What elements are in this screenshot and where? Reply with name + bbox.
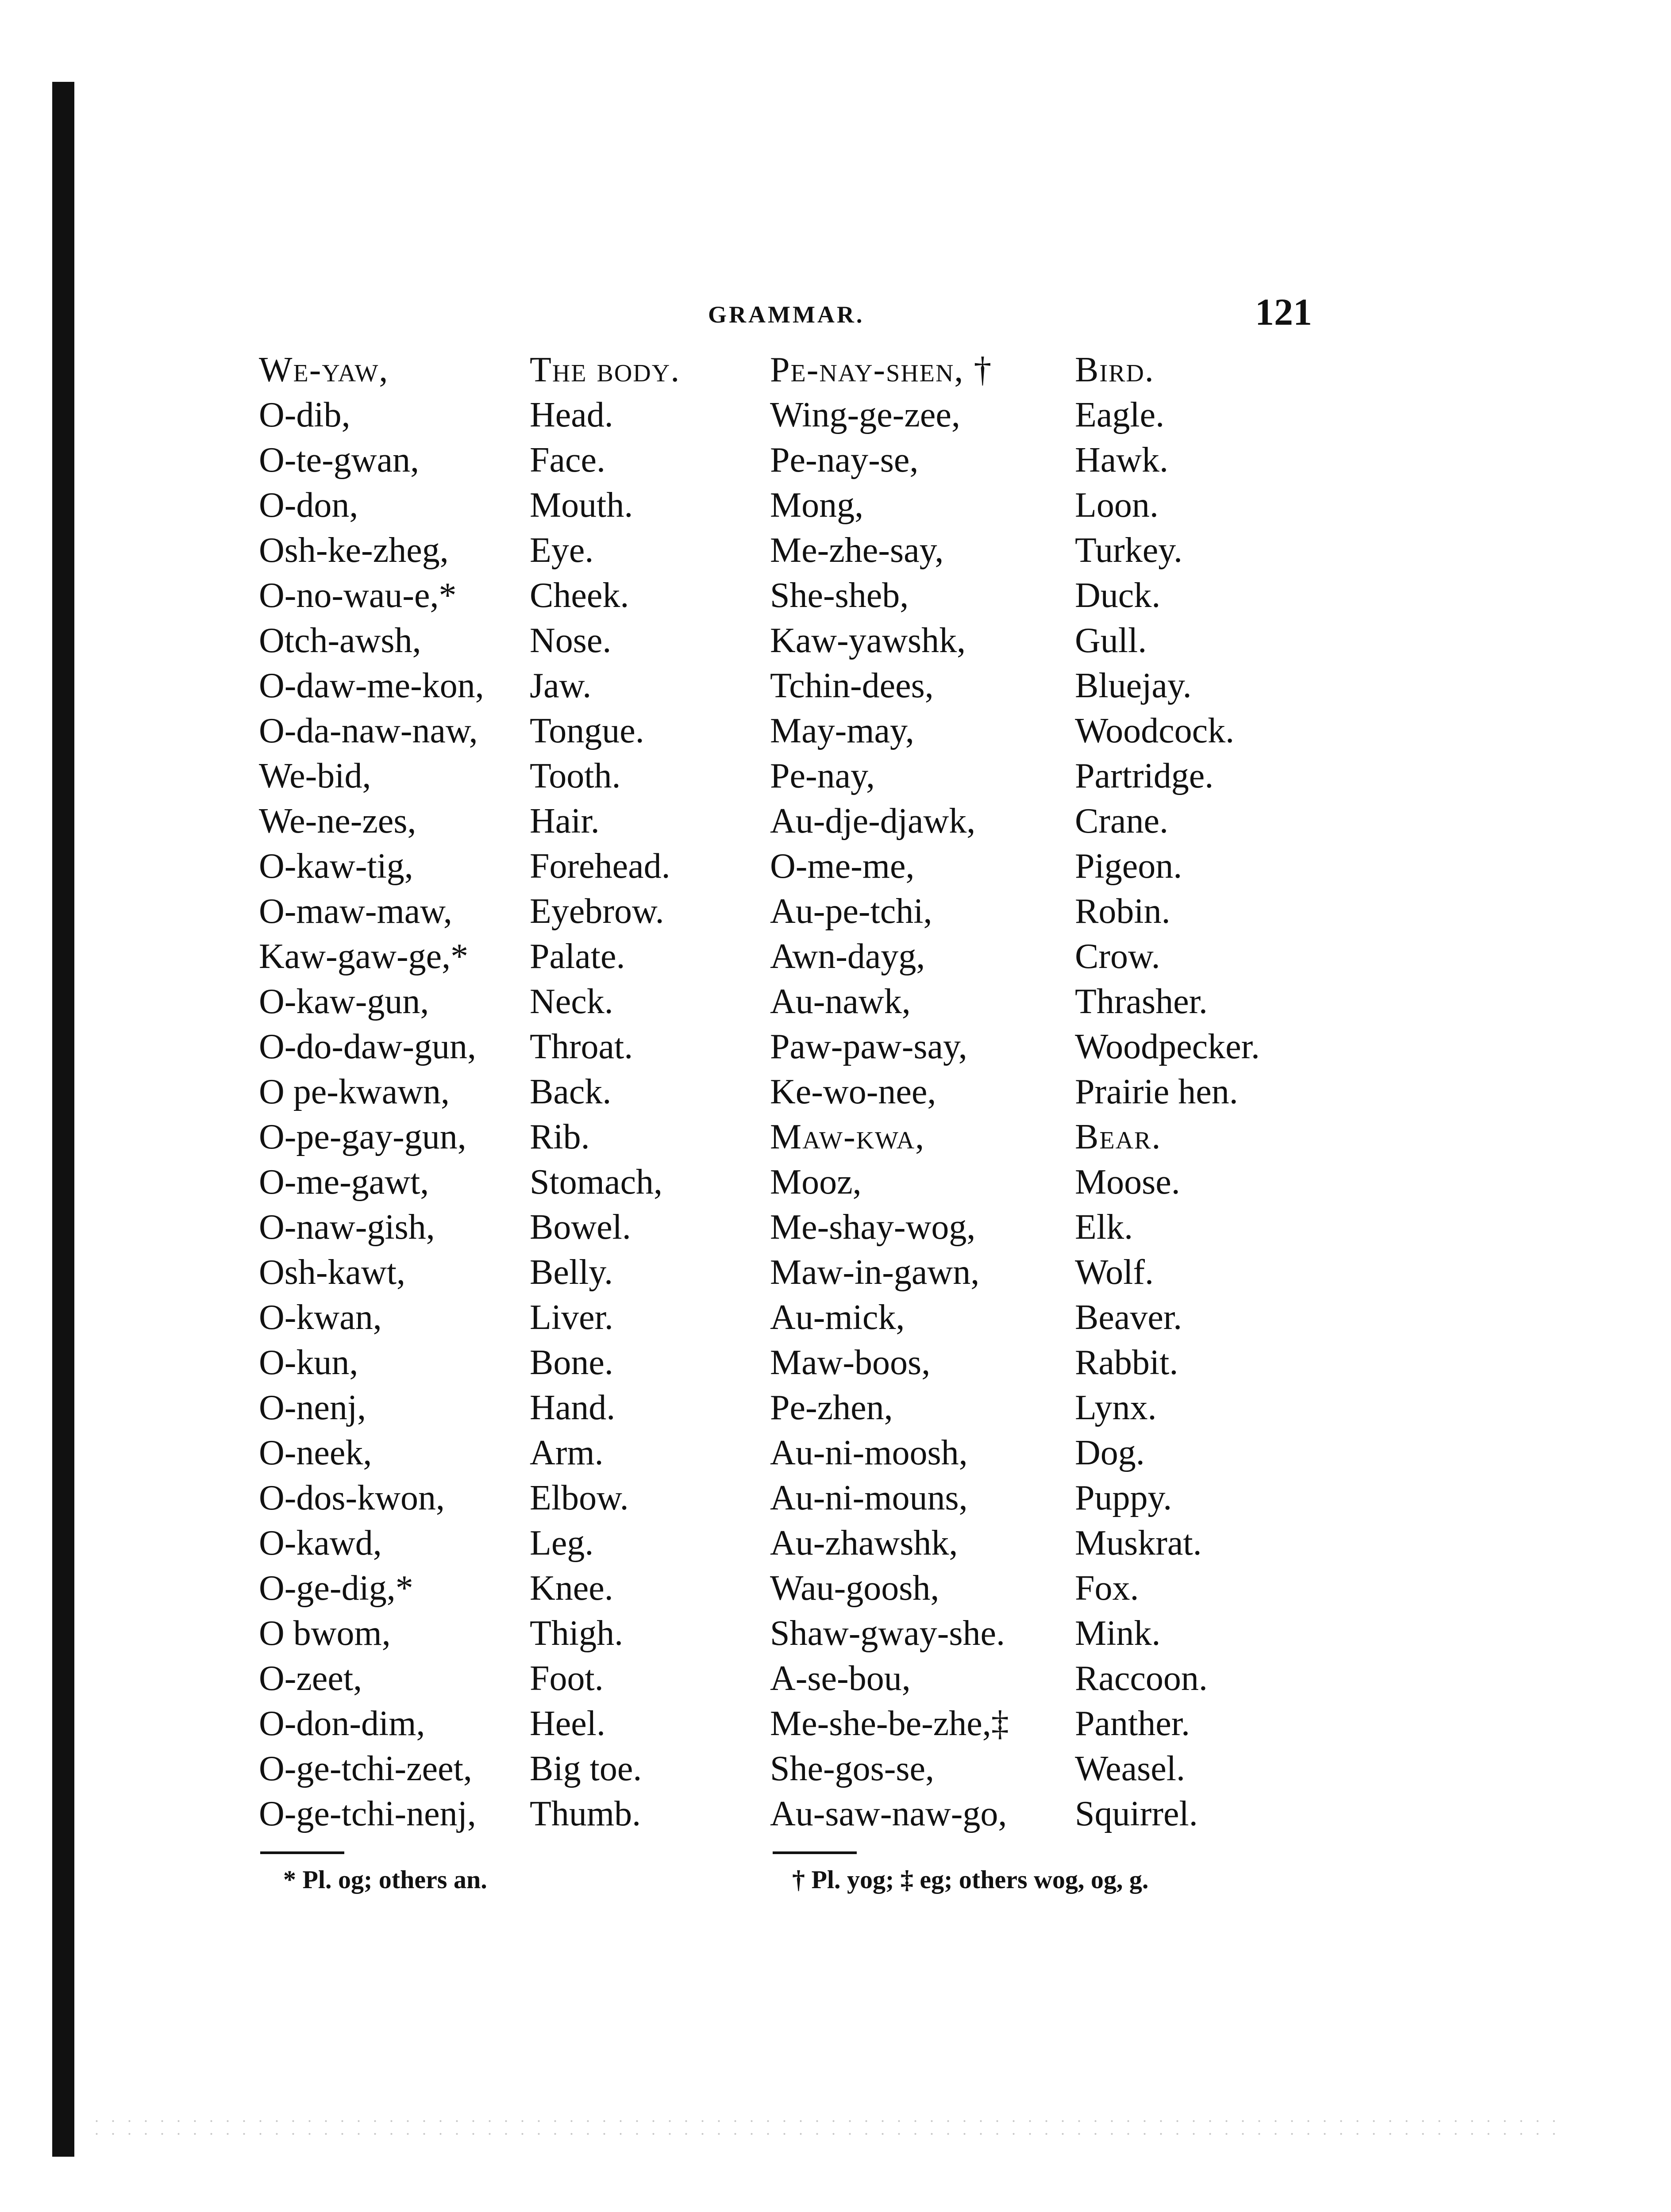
footnote-rules (0, 1851, 1671, 1860)
table-row (259, 1430, 1339, 1475)
ojibwe-animal-term: Maw-boos, (770, 1343, 931, 1382)
english-body-term: Back. (530, 1072, 612, 1111)
ojibwe-body-term: O-da-naw-naw, (259, 711, 478, 750)
vocabulary-table-body (259, 347, 1339, 1836)
ojibwe-animal-term: Pe-nay-shen, † (770, 350, 993, 389)
english-body-term: Thumb. (530, 1794, 641, 1833)
page-number: 121 (1255, 291, 1312, 333)
english-animal-term: Panther. (1075, 1704, 1190, 1743)
ojibwe-animal-term: Pe-nay-se, (770, 441, 919, 480)
ojibwe-animal-term: Wau-goosh, (770, 1569, 939, 1608)
english-body-term: Rib. (530, 1118, 590, 1156)
table-row (259, 1656, 1339, 1701)
ojibwe-body-term: Kaw-gaw-ge,* (259, 937, 469, 976)
page-header (0, 290, 1671, 334)
english-body-term: Stomach, (530, 1163, 662, 1202)
table-row (259, 1611, 1339, 1656)
table-row (259, 1385, 1339, 1430)
english-body-term: Head. (530, 396, 613, 434)
bottom-edge-specks (89, 2115, 1562, 2141)
ojibwe-body-term: O-pe-gay-gun, (259, 1118, 466, 1156)
table-row (259, 1746, 1339, 1791)
english-animal-term: Bird. (1075, 350, 1155, 389)
ojibwe-body-term: O-don-dim, (259, 1704, 425, 1743)
english-body-term: Elbow. (530, 1479, 629, 1517)
ojibwe-animal-term: Wing-ge-zee, (770, 396, 960, 434)
footnote-right: † Pl. yog; ‡ eg; others wog, og, g. (792, 1865, 1149, 1894)
ojibwe-animal-term: Au-saw-naw-go, (770, 1794, 1007, 1833)
ojibwe-animal-term: Pe-nay, (770, 757, 875, 795)
table-row (259, 392, 1339, 438)
english-animal-term: Prairie hen. (1075, 1072, 1238, 1111)
english-animal-term: Muskrat. (1075, 1524, 1202, 1563)
english-animal-term: Woodpecker. (1075, 1027, 1260, 1066)
english-body-term: Tooth. (530, 757, 621, 795)
ojibwe-body-term: O-ge-tchi-nenj, (259, 1794, 476, 1833)
english-animal-term: Squirrel. (1075, 1794, 1198, 1833)
ojibwe-body-term: O-kawd, (259, 1524, 382, 1563)
ojibwe-animal-term: Au-ni-moosh, (770, 1433, 968, 1472)
english-body-term: Neck. (530, 982, 613, 1021)
ojibwe-body-term: O-te-gwan, (259, 441, 420, 480)
english-animal-term: Hawk. (1075, 441, 1169, 480)
table-row (259, 1475, 1339, 1521)
table-row (259, 1701, 1339, 1746)
ojibwe-body-term: O-dib, (259, 396, 350, 434)
english-animal-term: Duck. (1075, 576, 1161, 615)
english-animal-term: Beaver. (1075, 1298, 1182, 1337)
table-row (259, 1521, 1339, 1566)
table-row (259, 1791, 1339, 1836)
ojibwe-animal-term: Au-ni-mouns, (770, 1479, 968, 1517)
ojibwe-body-term: O-dos-kwon, (259, 1479, 445, 1517)
english-animal-term: Dog. (1075, 1433, 1145, 1472)
english-body-term: Cheek. (530, 576, 629, 615)
ojibwe-animal-term: Mooz, (770, 1163, 862, 1202)
english-animal-term: Woodcock. (1075, 711, 1235, 750)
english-body-term: Big toe. (530, 1749, 642, 1788)
english-animal-term: Partridge. (1075, 757, 1214, 795)
table-row (259, 753, 1339, 799)
table-row (259, 1295, 1339, 1340)
table-row (259, 1160, 1339, 1205)
ojibwe-body-term: O-maw-maw, (259, 892, 452, 931)
table-row (259, 889, 1339, 934)
english-animal-term: Raccoon. (1075, 1659, 1208, 1698)
binding-shadow (52, 82, 74, 2157)
english-animal-term: Gull. (1075, 621, 1147, 660)
ojibwe-animal-term: Me-zhe-say, (770, 531, 944, 570)
english-animal-term: Mink. (1075, 1614, 1161, 1653)
english-animal-term: Eagle. (1075, 396, 1165, 434)
ojibwe-body-term: O-do-daw-gun, (259, 1027, 476, 1066)
english-body-term: Eye. (530, 531, 594, 570)
english-body-term: Tongue. (530, 711, 644, 750)
ojibwe-body-term: Otch-awsh, (259, 621, 421, 660)
english-body-term: Throat. (530, 1027, 633, 1066)
english-body-term: Belly. (530, 1253, 613, 1292)
english-body-term: The body. (530, 350, 681, 389)
ojibwe-body-term: O-neek, (259, 1433, 372, 1472)
english-body-term: Hand. (530, 1388, 616, 1427)
english-animal-term: Moose. (1075, 1163, 1180, 1202)
english-body-term: Thigh. (530, 1614, 624, 1653)
ojibwe-body-term: O-daw-me-kon, (259, 666, 484, 705)
table-row (259, 483, 1339, 528)
table-row (259, 573, 1339, 618)
ojibwe-animal-term: Paw-paw-say, (770, 1027, 967, 1066)
english-animal-term: Pigeon. (1075, 847, 1182, 886)
ojibwe-animal-term: She-gos-se, (770, 1749, 935, 1788)
table-row (259, 618, 1339, 663)
english-body-term: Knee. (530, 1569, 613, 1608)
english-animal-term: Wolf. (1075, 1253, 1154, 1292)
ojibwe-animal-term: Me-she-be-zhe,‡ (770, 1704, 1009, 1743)
table-row (259, 1069, 1339, 1114)
ojibwe-body-term: O bwom, (259, 1614, 391, 1653)
running-head: GRAMMAR. (708, 301, 865, 328)
english-body-term: Liver. (530, 1298, 613, 1337)
table-row (259, 979, 1339, 1024)
ojibwe-body-term: O-kun, (259, 1343, 358, 1382)
table-row (259, 1566, 1339, 1611)
english-body-term: Foot. (530, 1659, 604, 1698)
english-animal-term: Bluejay. (1075, 666, 1192, 705)
english-animal-term: Fox. (1075, 1569, 1139, 1608)
footnote-rule-right (773, 1851, 857, 1854)
ojibwe-animal-term: Maw-kwa, (770, 1118, 925, 1156)
english-animal-term: Loon. (1075, 486, 1159, 525)
english-body-term: Forehead. (530, 847, 670, 886)
ojibwe-animal-term: Kaw-yawshk, (770, 621, 966, 660)
english-animal-term: Lynx. (1075, 1388, 1157, 1427)
table-row (259, 438, 1339, 483)
ojibwe-body-term: Osh-ke-zheg, (259, 531, 449, 570)
english-body-term: Face. (530, 441, 606, 480)
english-animal-term: Robin. (1075, 892, 1170, 931)
table-row (259, 934, 1339, 979)
footnotes (0, 1865, 1671, 1905)
ojibwe-body-term: O-nenj, (259, 1388, 366, 1427)
english-animal-term: Thrasher. (1075, 982, 1208, 1021)
english-body-term: Leg. (530, 1524, 594, 1563)
english-body-term: Arm. (530, 1433, 604, 1472)
ojibwe-animal-term: Au-nawk, (770, 982, 911, 1021)
ojibwe-animal-term: Ke-wo-nee, (770, 1072, 936, 1111)
english-body-term: Nose. (530, 621, 612, 660)
ojibwe-body-term: O-ge-tchi-zeet, (259, 1749, 472, 1788)
ojibwe-body-term: We-ne-zes, (259, 802, 416, 841)
ojibwe-animal-term: Awn-dayg, (770, 937, 925, 976)
ojibwe-animal-term: O-me-me, (770, 847, 915, 886)
ojibwe-animal-term: Shaw-gway-she. (770, 1614, 1005, 1653)
ojibwe-body-term: O-no-wau-e,* (259, 576, 457, 615)
english-animal-term: Crane. (1075, 802, 1169, 841)
table-row (259, 663, 1339, 708)
table-row (259, 708, 1339, 753)
table-row (259, 1114, 1339, 1160)
ojibwe-body-term: O-naw-gish, (259, 1208, 435, 1247)
ojibwe-body-term: O-zeet, (259, 1659, 362, 1698)
table-row (259, 844, 1339, 889)
ojibwe-animal-term: Au-dje-djawk, (770, 802, 976, 841)
ojibwe-body-term: O-kaw-tig, (259, 847, 413, 886)
footnote-left: * Pl. og; others an. (283, 1865, 487, 1894)
table-row (259, 1205, 1339, 1250)
ojibwe-body-term: Osh-kawt, (259, 1253, 406, 1292)
ojibwe-animal-term: Maw-in-gawn, (770, 1253, 980, 1292)
english-body-term: Bowel. (530, 1208, 631, 1247)
ojibwe-animal-term: Mong, (770, 486, 864, 525)
english-animal-term: Crow. (1075, 937, 1160, 976)
table-row (259, 1024, 1339, 1069)
ojibwe-body-term: O-kwan, (259, 1298, 382, 1337)
english-animal-term: Elk. (1075, 1208, 1133, 1247)
table-row (259, 347, 1339, 392)
ojibwe-body-term: O pe-kwawn, (259, 1072, 450, 1111)
table-row (259, 799, 1339, 844)
english-animal-term: Rabbit. (1075, 1343, 1178, 1382)
english-body-term: Palate. (530, 937, 625, 976)
ojibwe-animal-term: A-se-bou, (770, 1659, 911, 1698)
ojibwe-body-term: We-yaw, (259, 350, 389, 389)
ojibwe-animal-term: May-may, (770, 711, 914, 750)
ojibwe-animal-term: Au-pe-tchi, (770, 892, 932, 931)
ojibwe-body-term: We-bid, (259, 757, 371, 795)
english-body-term: Bone. (530, 1343, 613, 1382)
english-body-term: Eyebrow. (530, 892, 664, 931)
ojibwe-animal-term: Tchin-dees, (770, 666, 934, 705)
english-body-term: Heel. (530, 1704, 606, 1743)
ojibwe-animal-term: Pe-zhen, (770, 1388, 893, 1427)
vocabulary-table (259, 347, 1339, 1836)
ojibwe-animal-term: Au-mick, (770, 1298, 905, 1337)
english-body-term: Mouth. (530, 486, 633, 525)
ojibwe-animal-term: She-sheb, (770, 576, 909, 615)
ojibwe-body-term: O-don, (259, 486, 358, 525)
ojibwe-body-term: O-me-gawt, (259, 1163, 429, 1202)
ojibwe-animal-term: Me-shay-wog, (770, 1208, 976, 1247)
ojibwe-body-term: O-kaw-gun, (259, 982, 429, 1021)
table-row (259, 528, 1339, 573)
english-animal-term: Turkey. (1075, 531, 1183, 570)
footnote-rule-left (260, 1851, 344, 1854)
english-animal-term: Puppy. (1075, 1479, 1172, 1517)
english-animal-term: Bear. (1075, 1118, 1162, 1156)
ojibwe-animal-term: Au-zhawshk, (770, 1524, 958, 1563)
table-row (259, 1340, 1339, 1385)
ojibwe-body-term: O-ge-dig,* (259, 1569, 413, 1608)
english-animal-term: Weasel. (1075, 1749, 1185, 1788)
english-body-term: Hair. (530, 802, 600, 841)
english-body-term: Jaw. (530, 666, 592, 705)
table-row (259, 1250, 1339, 1295)
